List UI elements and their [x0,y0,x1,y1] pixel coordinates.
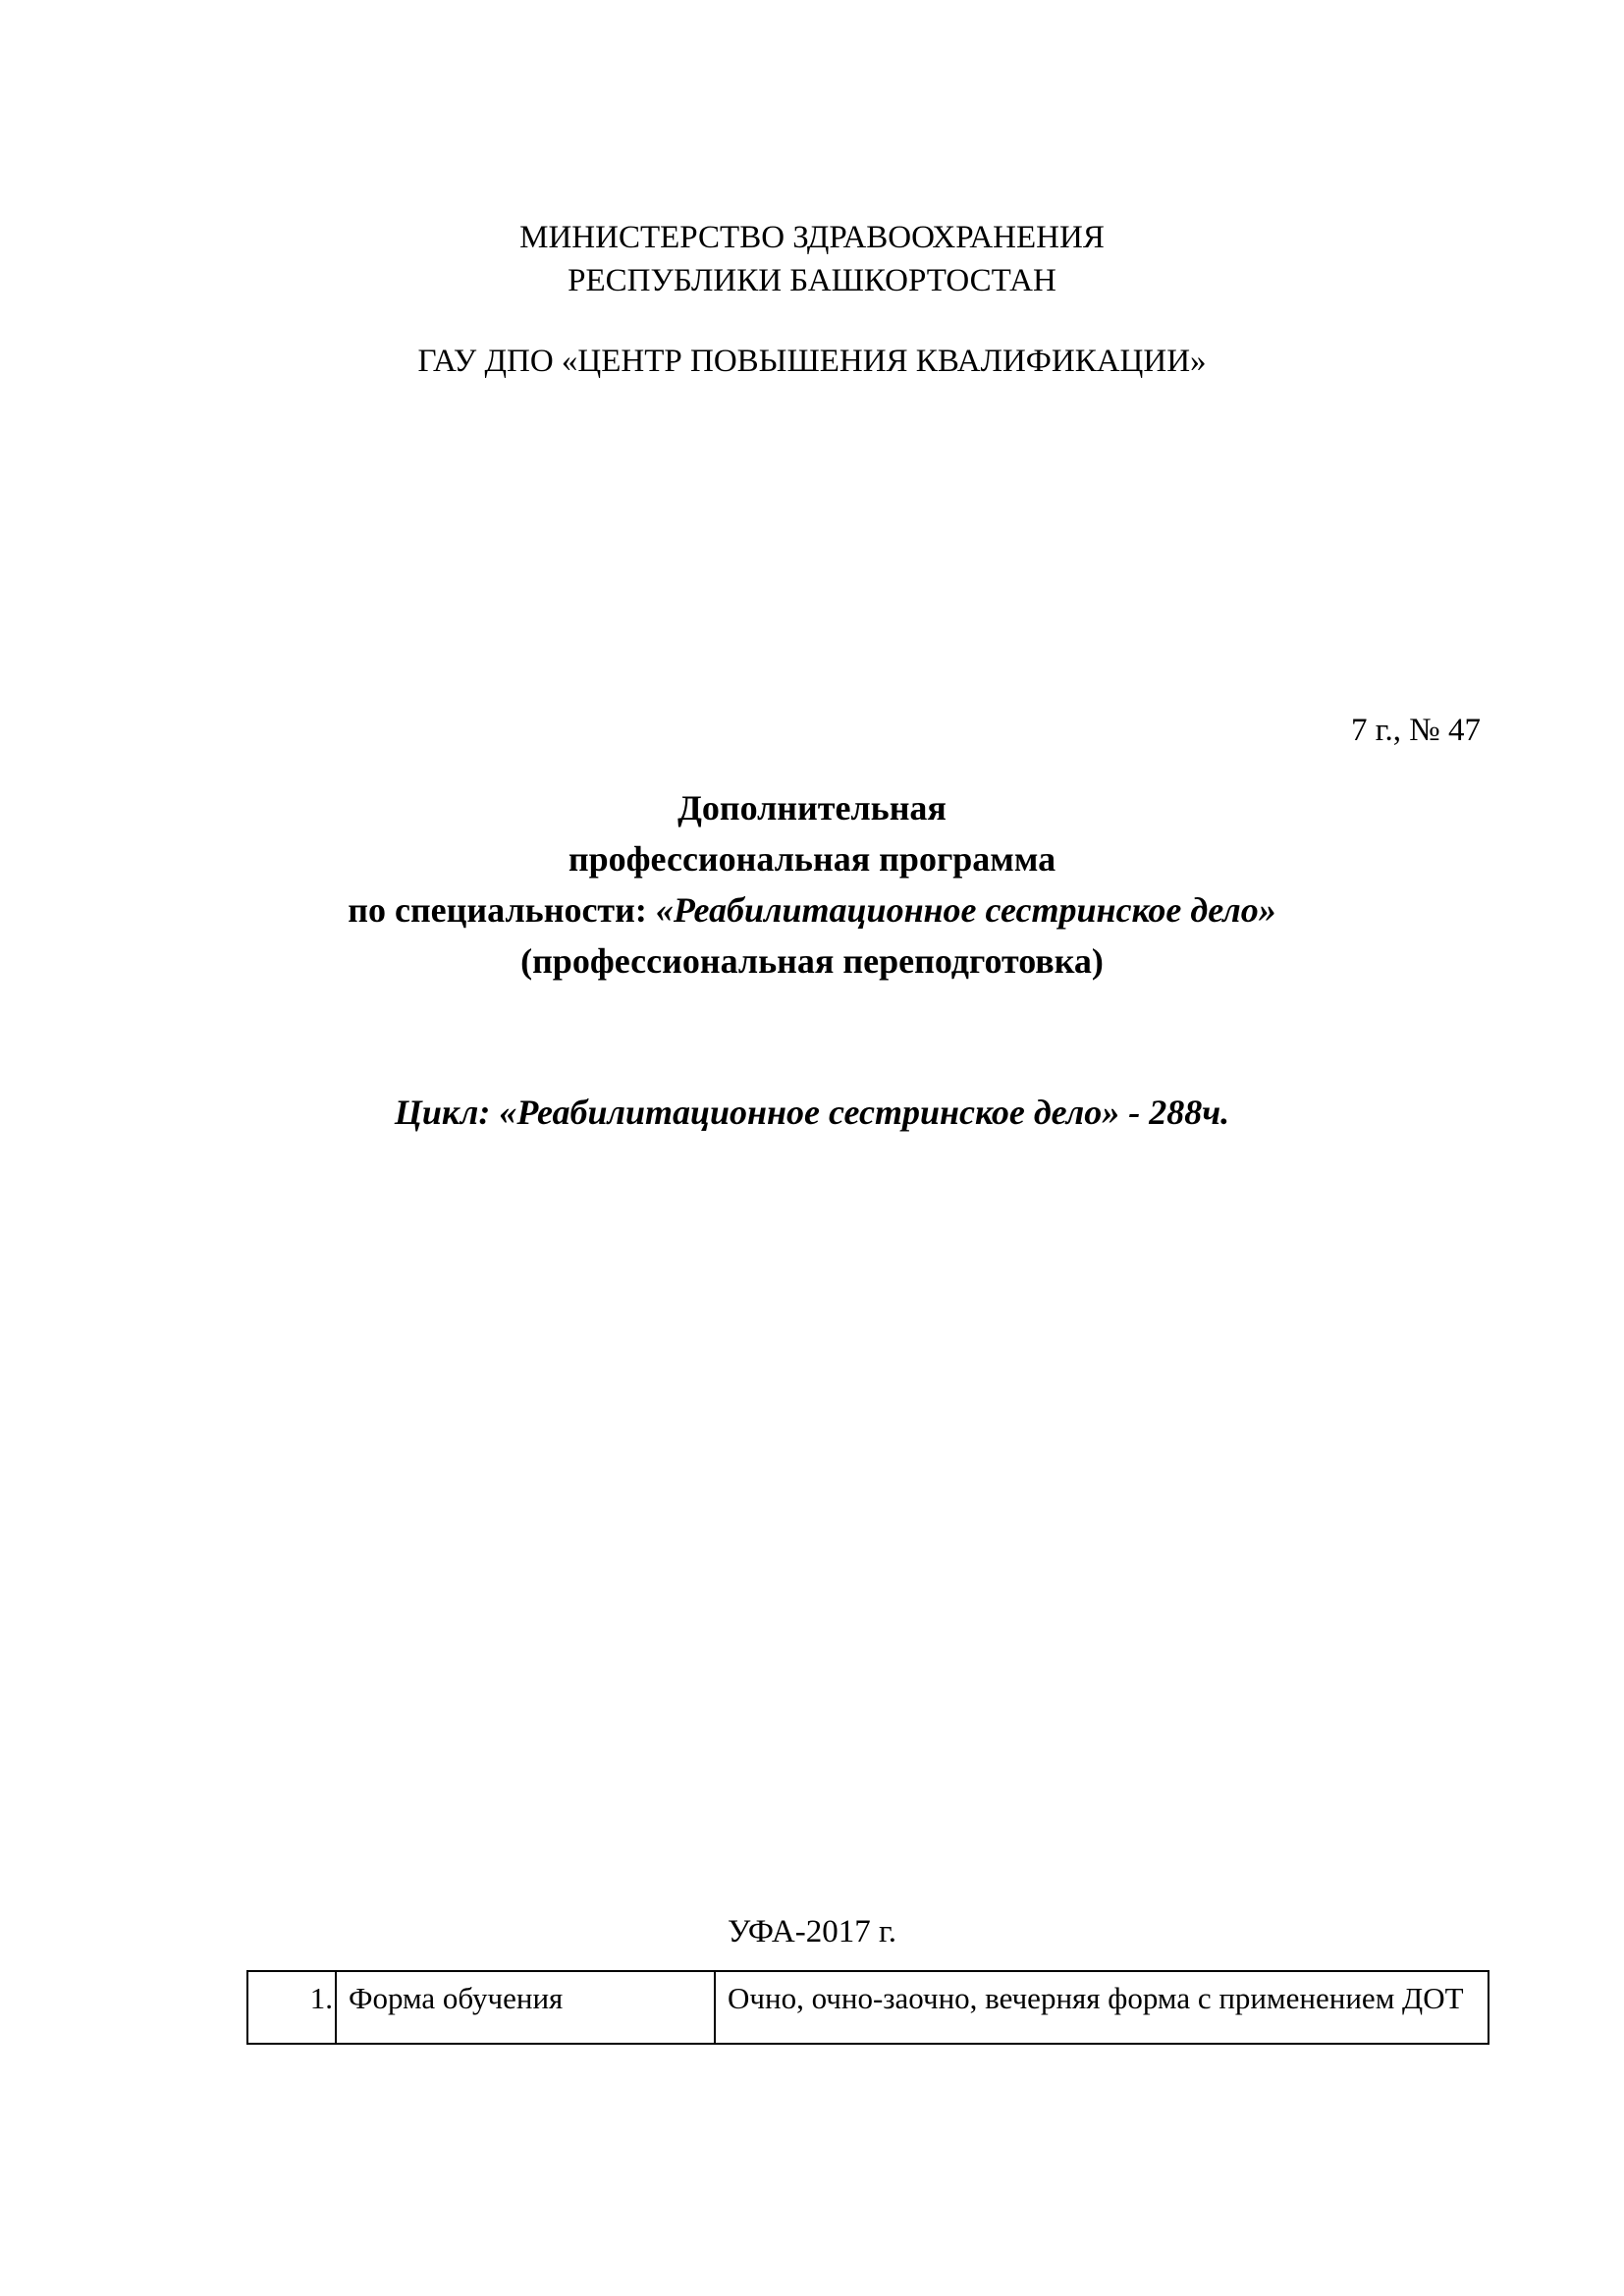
order-number-text: г., № 47 [1367,713,1481,748]
order-reference [1350,709,1481,752]
title-specialty-prefix: по специальности: [348,890,656,930]
institution-name: ГАУ ДПО «ЦЕНТР ПОВЫШЕНИЯ КВАЛИФИКАЦИИ» [417,344,1207,379]
title-specialty-name: «Реабилитационное сестринское дело» [655,890,1276,930]
city-year: УФА-2017 г. [727,1914,897,1949]
row-label: Форма обучения [336,1971,715,2044]
table-row [247,1971,1489,2044]
cycle-title: Цикл: «Реабилитационное сестринское дело» - 288ч. [394,1093,1230,1132]
row-value: Очно, очно-заочно, вечерняя форма с применением ДОТ [715,1971,1489,2044]
order-cut-fragment: 7 [1350,713,1368,748]
title-line-1: Дополнительная [677,788,947,828]
ministry-line-1: МИНИСТЕРСТВО ЗДРАВООХРАНЕНИЯ [519,220,1105,255]
title-line-3 [0,885,1624,934]
ministry-line-2: РЕСПУБЛИКИ БАШКОРТОСТАН [568,263,1056,298]
title-line-4: (профессиональная переподготовка) [520,941,1104,981]
title-line-2: профессиональная программа [568,839,1056,879]
program-info-table [246,1970,1489,2045]
row-number: 1. [247,1971,336,2044]
